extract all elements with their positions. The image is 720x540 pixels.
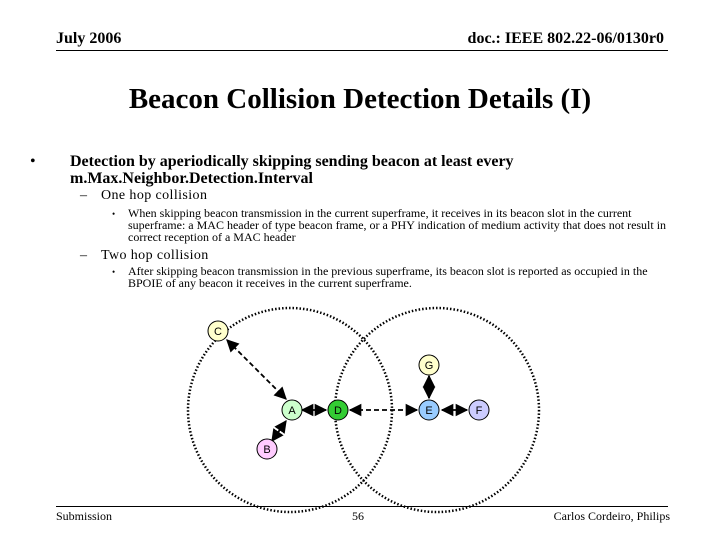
node-f (469, 400, 489, 420)
node-e (419, 400, 439, 420)
node-a (282, 400, 302, 420)
dash-marker: – (80, 188, 87, 203)
slide-title: Beacon Collision Detection Details (I) (128, 83, 592, 115)
sub-sub-bullet-marker: • (112, 267, 116, 277)
sub-bullet-two-hop: Two hop collision (101, 248, 209, 263)
link-c-a (227, 340, 286, 399)
header-date: July 2006 (56, 30, 122, 47)
node-b-label: B (263, 444, 271, 456)
node-c-label: C (214, 326, 222, 338)
node-f-label: F (475, 405, 483, 417)
link-a-b (272, 421, 286, 441)
node-e-label: E (425, 405, 433, 417)
sub-sub-bullet-marker: • (112, 209, 116, 219)
node-a-label: A (288, 405, 296, 417)
header-doc-id: doc.: IEEE 802.22-06/0130r0 (467, 30, 664, 47)
dash-marker: – (80, 248, 87, 263)
node-c (208, 321, 228, 341)
footer-submission: Submission (56, 509, 113, 523)
node-d-label: D (334, 405, 342, 417)
node-d (328, 400, 348, 420)
footer-divider (56, 506, 668, 507)
one-hop-detail: When skipping beacon transmission in the current superframe, it receives in its beacon slot in the current superframe: a MAC header of type beacon frame, or a PHY indication of medium activity that does not result in correct reception of a MAC header (128, 206, 667, 244)
node-g (419, 355, 439, 375)
sub-bullet-one-hop: One hop collision (101, 188, 208, 203)
node-b (257, 439, 277, 459)
main-bullet: Detection by aperiodically skipping sending beacon at least every m.Max.Neighbor.Detection.Interval (70, 153, 514, 187)
page-number: 56 (352, 509, 364, 523)
node-g-label: G (424, 360, 434, 372)
footer-author: Carlos Cordeiro, Philips (553, 509, 670, 523)
two-hop-detail: After skipping beacon transmission in the previous superframe, its beacon slot is reported as occupied in the BPOIE of any beacon it receives in the current superframe. (128, 264, 648, 290)
bullet-marker: • (30, 153, 36, 170)
